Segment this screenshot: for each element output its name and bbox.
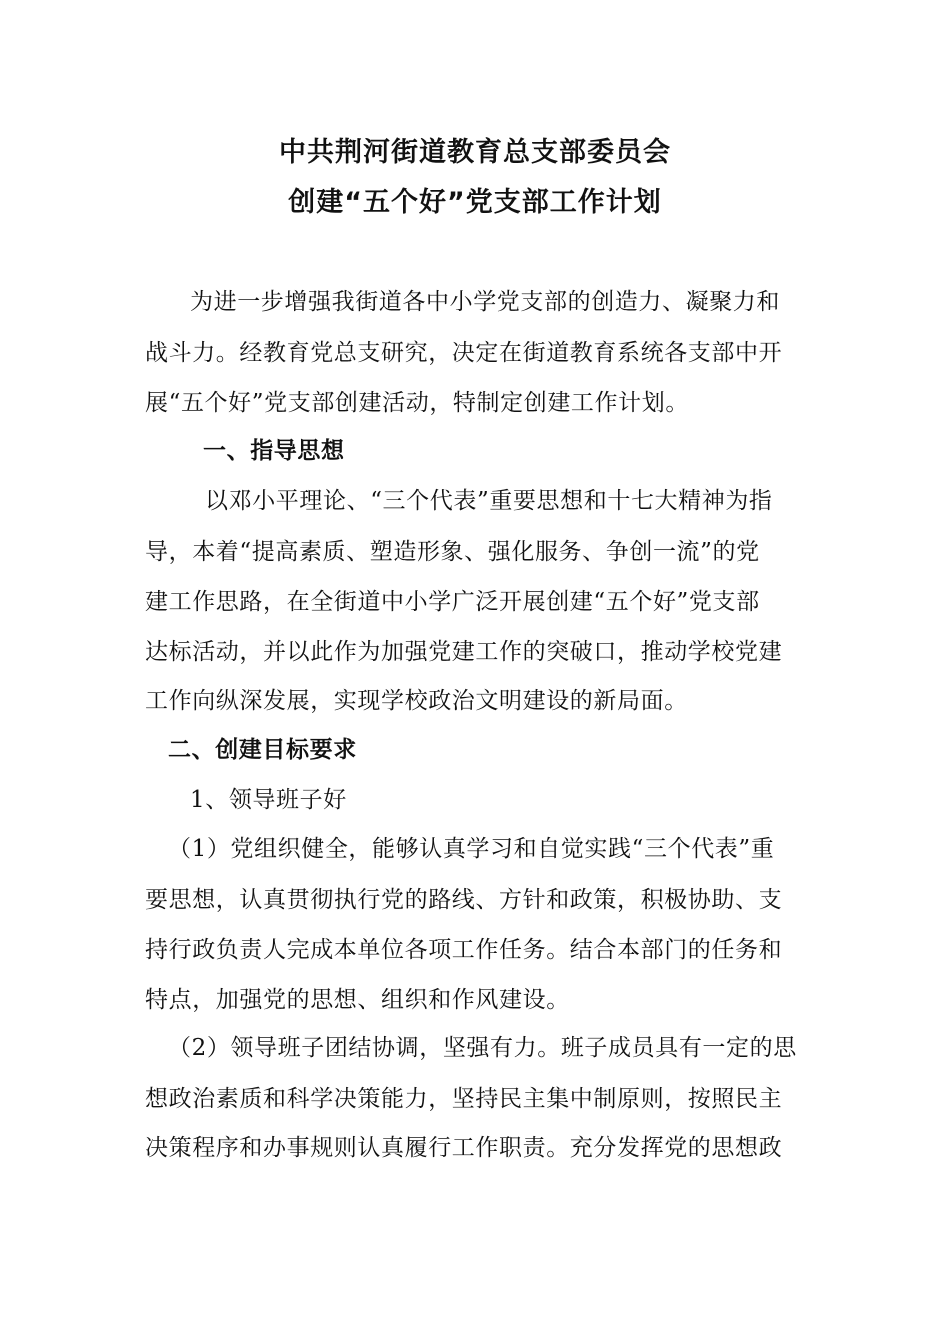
section1-line: 以邓小平理论、“三个代表”重要思想和十七大精神为指 <box>205 488 773 514</box>
section1-line: 达标活动，并以此作为加强党建工作的突破口，推动学校党建 <box>145 639 783 665</box>
intro-line: 战斗力。经教育党总支研究，决定在街道教育系统各支部中开 <box>145 340 783 366</box>
item2-line: 决策程序和办事规则认真履行工作职责。充分发挥党的思想政 <box>145 1135 783 1161</box>
item1-line: 特点，加强党的思想、组织和作风建设。 <box>145 987 570 1013</box>
section1-line: 导，本着“提高素质、塑造形象、强化服务、争创一流”的党 <box>145 539 760 565</box>
intro-line: 展“五个好”党支部创建活动，特制定创建工作计划。 <box>145 390 689 416</box>
document-title-line-2: 创建“五个好”党支部工作计划 <box>288 187 662 218</box>
section-heading-guiding-ideology: 一、指导思想 <box>203 438 345 464</box>
intro-line: 为进一步增强我街道各中小学党支部的创造力、凝聚力和 <box>190 289 780 315</box>
item2-line: （2）领导班子团结协调，坚强有力。班子成员具有一定的思 <box>168 1035 797 1061</box>
section1-line: 建工作思路，在全街道中小学广泛开展创建“五个好”党支部 <box>145 589 760 615</box>
item1-line: 要思想，认真贯彻执行党的路线、方针和政策，积极协助、支 <box>145 887 783 913</box>
section-heading-goals: 二、创建目标要求 <box>168 737 357 763</box>
item2-line: 想政治素质和科学决策能力，坚持民主集中制原则，按照民主 <box>145 1086 783 1112</box>
item1-line: 持行政负责人完成本单位各项工作任务。结合本部门的任务和 <box>145 937 783 963</box>
item1-line: （1）党组织健全，能够认真学习和自觉实践“三个代表”重 <box>168 836 775 862</box>
document-title-line-1: 中共荆河街道教育总支部委员会 <box>279 137 671 168</box>
subsection-heading-leadership: 1、领导班子好 <box>190 787 347 813</box>
section1-line: 工作向纵深发展，实现学校政治文明建设的新局面。 <box>145 688 688 714</box>
